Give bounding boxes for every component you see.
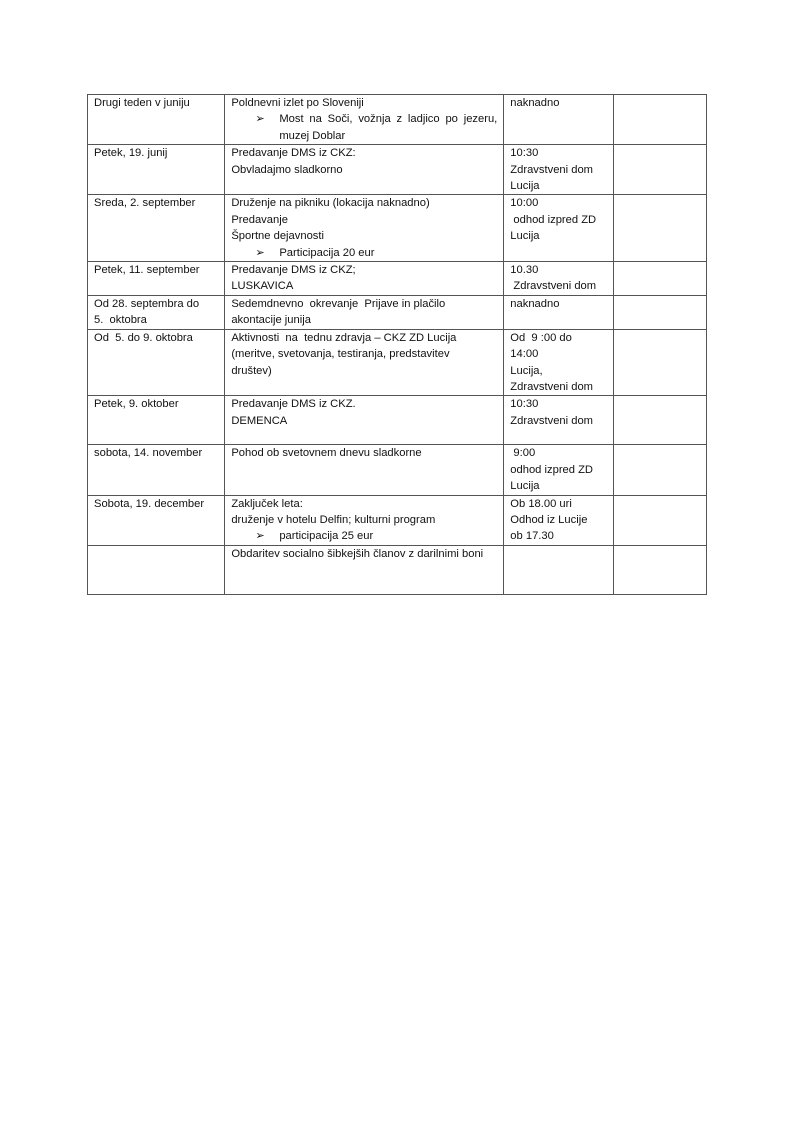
empty-cell [614,195,707,262]
arrow-bullet-icon: ➢ [255,113,265,126]
table-row [88,262,707,296]
list-item: ➢ participacija 25 eur [231,528,497,544]
empty-cell [614,95,707,145]
empty-cell [614,396,707,445]
activity-cell: Predavanje DMS iz CKZ. DEMENCA [225,396,504,445]
info-cell: 10.30 Zdravstveni dom [504,262,614,296]
activity-cell: Pohod ob svetovnem dnevu sladkorne [225,445,504,495]
empty-cell [614,295,707,329]
empty-cell [614,495,707,545]
date-cell: Od 28. septembra do 5. oktobra [88,295,225,329]
table-row [88,495,707,545]
activity-cell: Aktivnosti na tednu zdravja – CKZ ZD Lucija (meritve, svetovanja, testiranja, predstavitev društev) [225,329,504,396]
date-cell: Sobota, 19. december [88,495,225,545]
info-cell: Ob 18.00 uri Odhod iz Lucije ob 17.30 [504,495,614,545]
table-row [88,295,707,329]
empty-cell [614,262,707,296]
activity-cell: Sedemdnevno okrevanje Prijave in plačilo akontacije junija [225,295,504,329]
info-cell: naknadno [504,95,614,145]
date-cell: Petek, 11. september [88,262,225,296]
date-cell: sobota, 14. november [88,445,225,495]
activity-cell: Predavanje DMS iz CKZ; LUSKAVICA [225,262,504,296]
activity-cell: Obdaritev socialno šibkejših članov z darilnimi boni [225,545,504,594]
activity-cell: Zaključek leta: druženje v hotelu Delfin; kulturni program ➢ participacija 25 eur [225,495,504,545]
activity-cell: Druženje na pikniku (lokacija naknadno) Predavanje Športne dejavnosti ➢ Participacija 20 eur [225,195,504,262]
date-cell [88,545,225,594]
info-cell: 10:30 Zdravstveni dom [504,396,614,445]
info-cell: 9:00 odhod izpred ZD Lucija [504,445,614,495]
info-cell: Od 9 :00 do 14:00 Lucija, Zdravstveni dom [504,329,614,396]
arrow-bullet-icon: ➢ [255,530,265,543]
date-cell: Drugi teden v juniju [88,95,225,145]
list-item: ➢ Participacija 20 eur [231,245,497,261]
table-row [88,445,707,495]
date-cell: Sreda, 2. september [88,195,225,262]
empty-cell [614,145,707,195]
empty-cell [614,445,707,495]
arrow-bullet-icon: ➢ [255,246,265,259]
schedule-table [87,94,707,595]
empty-cell [614,329,707,396]
date-cell: Petek, 19. junij [88,145,225,195]
activity-cell: Predavanje DMS iz CKZ: Obvladajmo sladkorno [225,145,504,195]
empty-cell [614,545,707,594]
info-cell [504,545,614,594]
activity-cell: Poldnevni izlet po Sloveniji ➢ Most na Soči, vožnja z ladjico po jezeru, muzej Doblar [225,95,504,145]
table-row [88,95,707,145]
table-row [88,396,707,445]
table-row [88,145,707,195]
date-cell: Petek, 9. oktober [88,396,225,445]
info-cell: 10:00 odhod izpred ZD Lucija [504,195,614,262]
table-row [88,329,707,396]
table-row [88,545,707,594]
list-item: ➢ Most na Soči, vožnja z ladjico po jezeru, muzej Doblar [231,111,497,144]
date-cell: Od 5. do 9. oktobra [88,329,225,396]
table-row [88,195,707,262]
info-cell: naknadno [504,295,614,329]
info-cell: 10:30 Zdravstveni dom Lucija [504,145,614,195]
